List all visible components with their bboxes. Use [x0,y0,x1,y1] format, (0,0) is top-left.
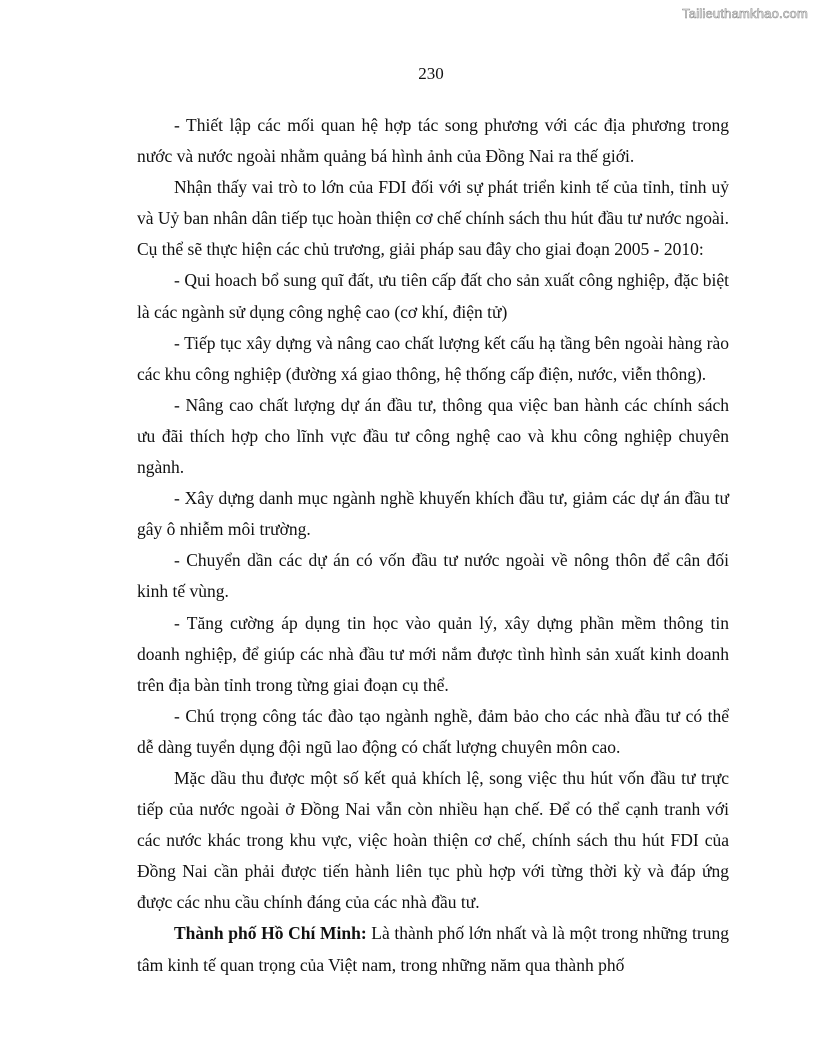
page-number: 230 [418,64,444,83]
paragraph-5: - Nâng cao chất lượng dự án đầu tư, thông qua việc ban hành các chính sách ưu đãi thích hợp cho lĩnh vực đầu tư công nghệ cao và khu công nghiệp chuyên ngành. [137,394,729,478]
paragraph-11 [137,918,729,980]
section-heading-hcmc: Thành phố Hồ Chí Minh: [174,923,367,944]
paragraph-3: - Qui hoach bổ sung quĩ đất, ưu tiên cấp đất cho sản xuất công nghiệp, đặc biệt là các ngành sử dụng công nghệ cao (cơ khí, điện tử) [137,270,729,322]
document-body [137,110,729,981]
paragraph-2: Nhận thấy vai trò to lớn của FDI đối với sự phát triển kinh tế của tỉnh, tỉnh uỷ và Uỷ ban nhân dân tiếp tục hoàn thiện cơ chế chính sách thu hút đầu tư nước ngoài. Cụ thể sẽ thực hiện các chủ trương, giải pháp sau đây cho giai đoạn 2005 - 2010: [137,177,729,260]
paragraph-4: - Tiếp tục xây dựng và nâng cao chất lượng kết cấu hạ tầng bên ngoài hàng rào các khu công nghiệp (đường xá giao thông, hệ thống cấp điện, nước, viễn thông). [137,332,729,384]
paragraph-11-text: Là thành phố lớn nhất và là một trong những trung tâm kinh tế quan trọng của Việt nam, trong những năm qua thành phố [137,923,729,975]
paragraph-10: Mặc dầu thu được một số kết quả khích lệ, song việc thu hút vốn đầu tư trực tiếp của nước ngoài ở Đồng Nai vẫn còn nhiều hạn chế. Để có thể cạnh tranh với các nước khác trong khu vực, việc hoàn thiện cơ chế, chính sách thu hút FDI của Đồng Nai cần phải được tiến hành liên tục phù hợp với từng thời kỳ và đáp ứng được các nhu cầu chính đáng của các nhà đầu tư. [137,767,729,913]
watermark: Tailieuthamkhao.com [682,6,808,21]
paragraph-7: - Chuyển dần các dự án có vốn đầu tư nước ngoài về nông thôn để cân đối kinh tế vùng. [137,550,729,602]
paragraph-8: - Tăng cường áp dụng tin học vào quản lý, xây dựng phần mềm thông tin doanh nghiệp, để giúp các nhà đầu tư mới nắm được tình hình sản xuất kinh doanh trên địa bàn tỉnh trong từng giai đoạn cụ thể. [137,612,729,695]
paragraph-1: - Thiết lập các mối quan hệ hợp tác song phương với các địa phương trong nước và nước ngoài nhằm quảng bá hình ảnh của Đồng Nai ra thế giới. [137,115,729,167]
paragraph-9: - Chú trọng công tác đào tạo ngành nghề, đảm bảo cho các nhà đầu tư có thể dễ dàng tuyển dụng đội ngũ lao động có chất lượng chuyên môn cao. [137,705,729,757]
paragraph-6: - Xây dựng danh mục ngành nghề khuyến khích đầu tư, giảm các dự án đầu tư gây ô nhiễm môi trường. [137,488,729,540]
